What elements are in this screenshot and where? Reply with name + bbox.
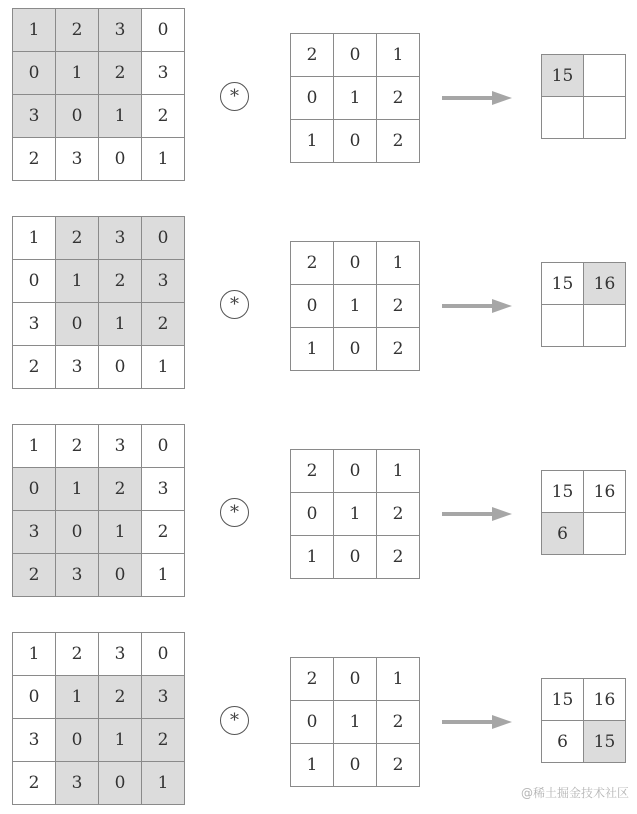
- input-cell: 2: [13, 138, 56, 181]
- input-cell: 0: [13, 52, 56, 95]
- kernel-cell: 1: [291, 120, 334, 163]
- kernel-cell: 1: [291, 328, 334, 371]
- kernel-cell: 0: [334, 536, 377, 579]
- kernel-cell: 2: [291, 658, 334, 701]
- step-2: [0, 208, 637, 398]
- right-arrow-icon: [442, 713, 514, 731]
- input-cell: 1: [142, 762, 185, 805]
- input-cell: 2: [13, 554, 56, 597]
- convolution-operator-icon: *: [220, 82, 249, 111]
- kernel-cell: 1: [377, 242, 420, 285]
- input-cell: 3: [99, 9, 142, 52]
- kernel-matrix: [290, 449, 420, 579]
- input-matrix: [12, 8, 185, 181]
- input-matrix: [12, 216, 185, 389]
- output-cell: 15: [584, 721, 626, 763]
- kernel-cell: 0: [291, 701, 334, 744]
- input-cell: 1: [99, 511, 142, 554]
- kernel-cell: 1: [291, 744, 334, 787]
- input-cell: 3: [56, 346, 99, 389]
- kernel-cell: 2: [377, 328, 420, 371]
- input-cell: 3: [13, 303, 56, 346]
- output-cell: 15: [542, 263, 584, 305]
- input-cell: 0: [99, 554, 142, 597]
- input-cell: 1: [13, 425, 56, 468]
- kernel-cell: 2: [377, 493, 420, 536]
- kernel-cell: 1: [334, 701, 377, 744]
- input-cell: 2: [142, 511, 185, 554]
- output-cell: [542, 305, 584, 347]
- output-matrix: [541, 678, 626, 763]
- output-matrix: [541, 262, 626, 347]
- convolution-operator-icon: *: [220, 290, 249, 319]
- input-cell: 1: [56, 676, 99, 719]
- kernel-cell: 2: [291, 34, 334, 77]
- output-matrix: [541, 54, 626, 139]
- input-cell: 1: [142, 138, 185, 181]
- kernel-cell: 1: [377, 658, 420, 701]
- right-arrow-icon: [442, 505, 514, 523]
- input-cell: 2: [56, 9, 99, 52]
- kernel-matrix: [290, 657, 420, 787]
- input-cell: 2: [142, 95, 185, 138]
- input-cell: 2: [99, 260, 142, 303]
- input-cell: 0: [142, 425, 185, 468]
- input-cell: 3: [142, 52, 185, 95]
- output-cell: [584, 97, 626, 139]
- output-cell: 15: [542, 471, 584, 513]
- kernel-cell: 0: [291, 493, 334, 536]
- input-cell: 3: [13, 511, 56, 554]
- kernel-cell: 0: [291, 285, 334, 328]
- input-matrix: [12, 424, 185, 597]
- output-cell: [584, 55, 626, 97]
- input-cell: 2: [99, 676, 142, 719]
- output-cell: 15: [542, 55, 584, 97]
- input-cell: 0: [99, 138, 142, 181]
- input-cell: 0: [99, 346, 142, 389]
- input-cell: 3: [142, 676, 185, 719]
- kernel-cell: 2: [291, 242, 334, 285]
- input-cell: 1: [99, 95, 142, 138]
- output-cell: 16: [584, 679, 626, 721]
- convolution-operator-icon: *: [220, 706, 249, 735]
- output-cell: 15: [542, 679, 584, 721]
- convolution-operator-icon: *: [220, 498, 249, 527]
- input-cell: 0: [13, 468, 56, 511]
- kernel-cell: 1: [334, 77, 377, 120]
- kernel-cell: 2: [377, 744, 420, 787]
- input-cell: 0: [13, 260, 56, 303]
- kernel-cell: 1: [377, 34, 420, 77]
- input-cell: 0: [142, 633, 185, 676]
- input-cell: 0: [56, 511, 99, 554]
- input-cell: 1: [13, 217, 56, 260]
- input-cell: 0: [13, 676, 56, 719]
- output-cell: 6: [542, 513, 584, 555]
- kernel-cell: 0: [291, 77, 334, 120]
- input-cell: 2: [142, 303, 185, 346]
- input-cell: 0: [56, 719, 99, 762]
- input-cell: 1: [56, 468, 99, 511]
- output-cell: 6: [542, 721, 584, 763]
- input-cell: 2: [56, 217, 99, 260]
- input-matrix: [12, 632, 185, 805]
- input-cell: 3: [99, 425, 142, 468]
- input-cell: 3: [99, 633, 142, 676]
- kernel-cell: 0: [334, 328, 377, 371]
- kernel-cell: 2: [377, 701, 420, 744]
- input-cell: 2: [99, 52, 142, 95]
- kernel-cell: 1: [291, 536, 334, 579]
- input-cell: 0: [56, 95, 99, 138]
- right-arrow-icon: [442, 89, 514, 107]
- input-cell: 2: [56, 425, 99, 468]
- input-cell: 1: [99, 719, 142, 762]
- watermark: @稀土掘金技术社区: [520, 786, 629, 800]
- input-cell: 1: [142, 346, 185, 389]
- output-cell: [584, 305, 626, 347]
- kernel-cell: 2: [377, 285, 420, 328]
- kernel-cell: 1: [377, 450, 420, 493]
- input-cell: 3: [13, 719, 56, 762]
- kernel-cell: 0: [334, 658, 377, 701]
- input-cell: 3: [56, 762, 99, 805]
- step-1: [0, 0, 637, 190]
- input-cell: 3: [56, 554, 99, 597]
- output-cell: 16: [584, 471, 626, 513]
- kernel-cell: 0: [334, 744, 377, 787]
- input-cell: 0: [142, 217, 185, 260]
- kernel-cell: 2: [377, 77, 420, 120]
- input-cell: 2: [56, 633, 99, 676]
- kernel-cell: 1: [334, 493, 377, 536]
- input-cell: 3: [13, 95, 56, 138]
- kernel-cell: 2: [291, 450, 334, 493]
- kernel-cell: 2: [377, 536, 420, 579]
- input-cell: 2: [142, 719, 185, 762]
- input-cell: 1: [142, 554, 185, 597]
- input-cell: 0: [142, 9, 185, 52]
- input-cell: 3: [56, 138, 99, 181]
- input-cell: 2: [13, 346, 56, 389]
- input-cell: 3: [142, 260, 185, 303]
- kernel-cell: 0: [334, 120, 377, 163]
- output-matrix: [541, 470, 626, 555]
- kernel-cell: 0: [334, 242, 377, 285]
- input-cell: 2: [99, 468, 142, 511]
- kernel-cell: 2: [377, 120, 420, 163]
- kernel-matrix: [290, 241, 420, 371]
- output-cell: [542, 97, 584, 139]
- input-cell: 0: [99, 762, 142, 805]
- kernel-cell: 1: [334, 285, 377, 328]
- output-cell: 16: [584, 263, 626, 305]
- input-cell: 0: [56, 303, 99, 346]
- input-cell: 1: [99, 303, 142, 346]
- kernel-cell: 0: [334, 450, 377, 493]
- right-arrow-icon: [442, 297, 514, 315]
- input-cell: 1: [13, 633, 56, 676]
- input-cell: 1: [56, 260, 99, 303]
- input-cell: 3: [142, 468, 185, 511]
- input-cell: 3: [99, 217, 142, 260]
- input-cell: 1: [56, 52, 99, 95]
- input-cell: 2: [13, 762, 56, 805]
- input-cell: 1: [13, 9, 56, 52]
- kernel-matrix: [290, 33, 420, 163]
- step-3: [0, 416, 637, 606]
- output-cell: [584, 513, 626, 555]
- kernel-cell: 0: [334, 34, 377, 77]
